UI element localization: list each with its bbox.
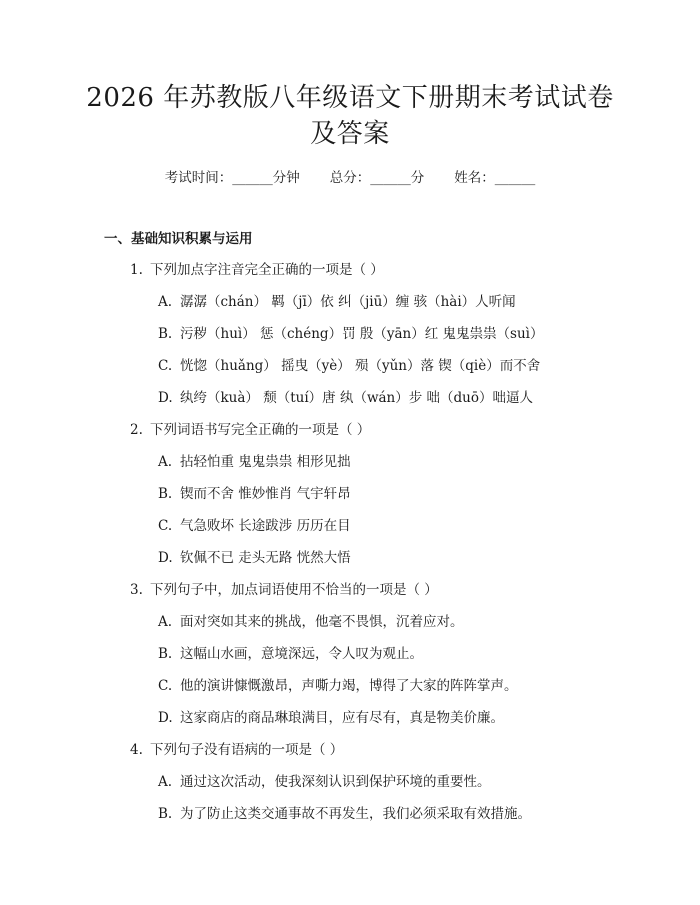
- question-4-option-b: [158, 804, 531, 824]
- question-4-option-a: [158, 772, 491, 792]
- question-3-option-d: [158, 708, 504, 728]
- question-number: 2.: [130, 422, 143, 438]
- question-number: 3.: [130, 582, 143, 598]
- option-letter: D.: [158, 550, 173, 566]
- section-title: 一、基础知识积累与运用: [104, 231, 253, 247]
- option-letter: D.: [158, 390, 173, 406]
- question-4: [130, 740, 343, 760]
- exam-time-field: 考试时间：______分钟: [164, 170, 300, 186]
- option-text: 钦佩不已 走头无路 恍然大悟: [180, 550, 351, 566]
- option-text: 恍惚（huǎng） 摇曳（yè） 殒（yǔn）落 锲（qiè）而不舍: [180, 358, 541, 374]
- question-3-option-b: [158, 644, 423, 664]
- question-3: [130, 580, 438, 600]
- option-letter: B.: [158, 646, 173, 662]
- exam-title-line1: 2026 年苏教版八年级语文下册期末考试试卷: [86, 83, 614, 113]
- option-letter: C.: [158, 678, 173, 694]
- option-letter: A.: [158, 454, 173, 470]
- option-text: 纨绔（kuà） 颓（tuí）唐 纨（wán）步 咄（duō）咄逼人: [180, 390, 533, 406]
- question-2-option-b: [158, 484, 351, 504]
- question-2: [130, 420, 370, 440]
- option-letter: A.: [158, 774, 173, 790]
- option-text: 通过这次活动，使我深刻认识到保护环境的重要性。: [180, 774, 491, 790]
- exam-title: [70, 80, 630, 152]
- option-letter: D.: [158, 710, 173, 726]
- option-text: 污秽（huì） 惩（chéng）罚 殷（yān）红 鬼鬼祟祟（suì）: [180, 326, 544, 342]
- question-text: 下列句子没有语病的一项是（ ）: [150, 742, 344, 758]
- exam-score-field: 总分：______分: [329, 170, 425, 186]
- option-text: 这幅山水画，意境深远，令人叹为观止。: [180, 646, 423, 662]
- question-1-option-a: [158, 292, 516, 312]
- option-letter: A.: [158, 294, 173, 310]
- exam-name-field: 姓名：______: [454, 170, 536, 186]
- option-letter: B.: [158, 486, 173, 502]
- question-1-option-d: [158, 388, 533, 408]
- question-text: 下列词语书写完全正确的一项是（ ）: [150, 422, 371, 438]
- option-letter: C.: [158, 518, 173, 534]
- question-number: 4.: [130, 742, 143, 758]
- question-3-option-c: [158, 676, 518, 696]
- question-2-option-d: [158, 548, 351, 568]
- question-1-option-b: [158, 324, 543, 344]
- option-letter: C.: [158, 358, 173, 374]
- exam-title-line2: 及答案: [310, 119, 390, 149]
- option-text: 这家商店的商品琳琅满目，应有尽有，真是物美价廉。: [180, 710, 504, 726]
- option-letter: A.: [158, 614, 173, 630]
- question-3-option-a: [158, 612, 464, 632]
- option-text: 他的演讲慷慨激昂，声嘶力竭，博得了大家的阵阵掌声。: [180, 678, 518, 694]
- option-letter: B.: [158, 326, 173, 342]
- option-text: 潺潺（chán） 羁（jī）依 纠（jiū）缠 骇（hài）人听闻: [180, 294, 516, 310]
- question-1-option-c: [158, 356, 540, 376]
- option-text: 锲而不舍 惟妙惟肖 气宇轩昂: [180, 486, 351, 502]
- option-text: 拈轻怕重 鬼鬼祟祟 相形见拙: [180, 454, 351, 470]
- option-text: 面对突如其来的挑战，他毫不畏惧，沉着应对。: [180, 614, 464, 630]
- question-1: [130, 260, 384, 280]
- option-letter: B.: [158, 806, 173, 822]
- exam-info-line: [0, 168, 700, 188]
- option-text: 气急败坏 长途跋涉 历历在目: [180, 518, 351, 534]
- question-2-option-c: [158, 516, 351, 536]
- question-text: 下列句子中，加点词语使用不恰当的一项是（ ）: [150, 582, 438, 598]
- question-number: 1.: [130, 262, 143, 278]
- question-2-option-a: [158, 452, 351, 472]
- option-text: 为了防止这类交通事故不再发生，我们必须采取有效措施。: [180, 806, 531, 822]
- question-text: 下列加点字注音完全正确的一项是（ ）: [150, 262, 384, 278]
